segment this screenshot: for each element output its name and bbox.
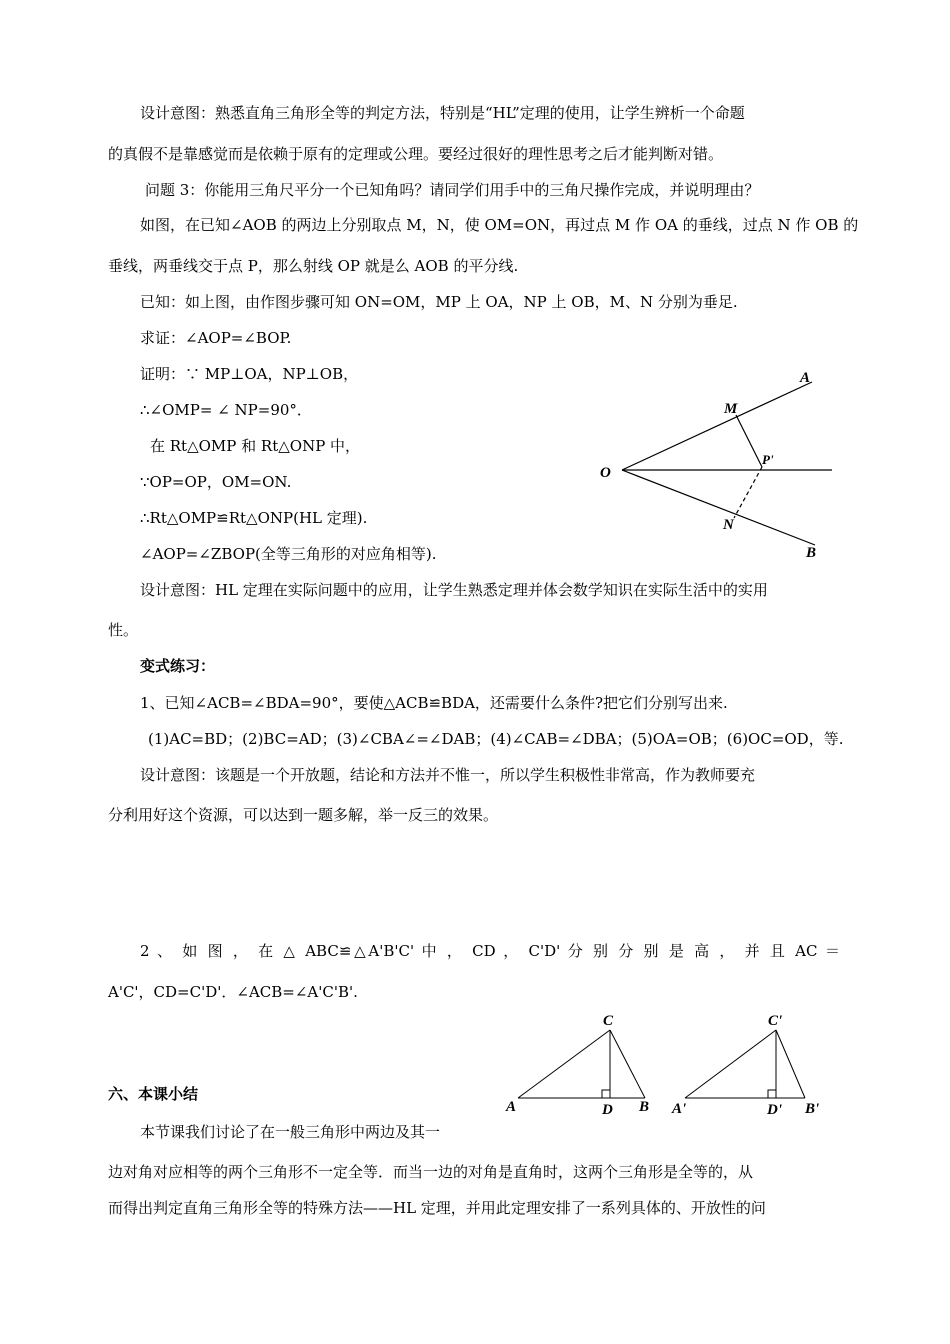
- text-line: 边对角对应相等的两个三角形不一定全等．而当一边的对角是直角时，这两个三角形是全等的，从: [108, 1163, 754, 1181]
- text-line: (1)AC=BD；(2)BC=AD；(3)∠CBA∠=∠DAB；(4)∠CAB=∠DBA；(5)OA=OB；(6)OC=OD，等.: [148, 730, 844, 748]
- ray-oa: [622, 382, 812, 470]
- label-a: A: [800, 370, 811, 386]
- section-heading: 六、本课小结: [108, 1085, 199, 1103]
- text-line: 求证：∠AOP=∠BOP.: [140, 329, 292, 347]
- label-d: D: [602, 1102, 613, 1118]
- label-p: P': [762, 452, 774, 467]
- label-o: O: [600, 465, 611, 481]
- text-line: ∠AOP=∠ZBOP(全等三角形的对应角相等).: [140, 545, 437, 563]
- text-line: ∴∠OMP= ∠ NP=90°．: [140, 401, 312, 419]
- text-line: 如图，在已知∠AOB 的两边上分别取点 M，N，使 OM=ON，再过点 M 作 OA 的垂线，过点 N 作 OB 的: [140, 216, 859, 234]
- text-line: 问题 3：你能用三角尺平分一个已知角吗？请同学们用手中的三角尺操作完成，并说明理由？: [145, 181, 760, 199]
- text-line: ∵OP=OP，OM=ON.: [140, 473, 292, 491]
- label-b: B: [806, 545, 817, 561]
- right-angle-mark: [602, 1090, 610, 1098]
- text-line: 垂线，两垂线交于点 P，那么射线 OP 就是么 AOB 的平分线.: [108, 257, 519, 275]
- text-line: 1、已知∠ACB=∠BDA=90°，要使△ACB≌BDA，还需要什么条件?把它们分别写出来.: [140, 694, 728, 712]
- text-line: 设计意图：HL 定理在实际问题中的应用，让学生熟悉定理并体会数学知识在实际生活中的实用: [140, 581, 768, 599]
- side-ac: [518, 1030, 610, 1098]
- label-a-prime: A': [672, 1101, 687, 1117]
- label-a: A: [506, 1099, 517, 1115]
- text-line: 2 、 如 图 ， 在 △ ABC≌△A'B'C' 中 ， CD ， C'D' 分 别 分 别 是 高 ， 并 且 AC ＝: [140, 942, 840, 960]
- label-b-prime: B': [805, 1101, 820, 1117]
- label-n: N: [723, 517, 734, 533]
- ray-ob: [622, 470, 815, 545]
- text-line: 设计意图：熟悉直角三角形全等的判定方法，特别是“HL”定理的使用，让学生辨析一个命题: [140, 104, 745, 122]
- section-heading: 变式练习：: [140, 657, 216, 675]
- segment-mp: [736, 415, 762, 467]
- angle-bisector-figure: [590, 360, 850, 570]
- text-line: 分利用好这个资源，可以达到一题多解，举一反三的效果。: [108, 806, 499, 824]
- label-c: C: [603, 1013, 614, 1029]
- label-b: B: [639, 1099, 650, 1115]
- congruent-triangles-figure: [500, 1010, 840, 1120]
- text-line: 已知：如上图，由作图步骤可知 ON=OM，MP 上 OA，NP 上 OB，M、N 分别为垂足.: [140, 293, 738, 311]
- segment-np-dashed: [734, 467, 762, 518]
- side-bc: [610, 1030, 645, 1098]
- text-line: ∴Rt△OMP≌Rt△ONP(HL 定理).: [140, 509, 368, 527]
- text-line: 性。: [108, 621, 139, 639]
- side-b2c2: [776, 1030, 805, 1098]
- text-line: 在 Rt△OMP 和 Rt△ONP 中，: [150, 437, 361, 455]
- text-line: 证明：∵ MP⊥OA，NP⊥OB，: [140, 365, 359, 383]
- text-line: 本节课我们讨论了在一般三角形中两边及其一: [140, 1123, 441, 1141]
- side-a2c2: [685, 1030, 776, 1098]
- label-d-prime: D': [767, 1102, 782, 1118]
- right-angle-mark: [768, 1090, 776, 1098]
- label-c-prime: C': [768, 1013, 783, 1029]
- label-m: M: [724, 401, 738, 417]
- text-line: A'C'，CD=C'D'．∠ACB=∠A'C'B'.: [108, 983, 358, 1001]
- text-line: 设计意图：该题是一个开放题，结论和方法并不惟一，所以学生积极性非常高，作为教师要充: [140, 766, 756, 784]
- text-line: 的真假不是靠感觉而是依赖于原有的定理或公理。要经过很好的理性思考之后才能判断对错。: [108, 145, 724, 163]
- text-line: 而得出判定直角三角形全等的特殊方法——HL 定理，并用此定理安排了一系列具体的、开放性的问: [108, 1199, 766, 1217]
